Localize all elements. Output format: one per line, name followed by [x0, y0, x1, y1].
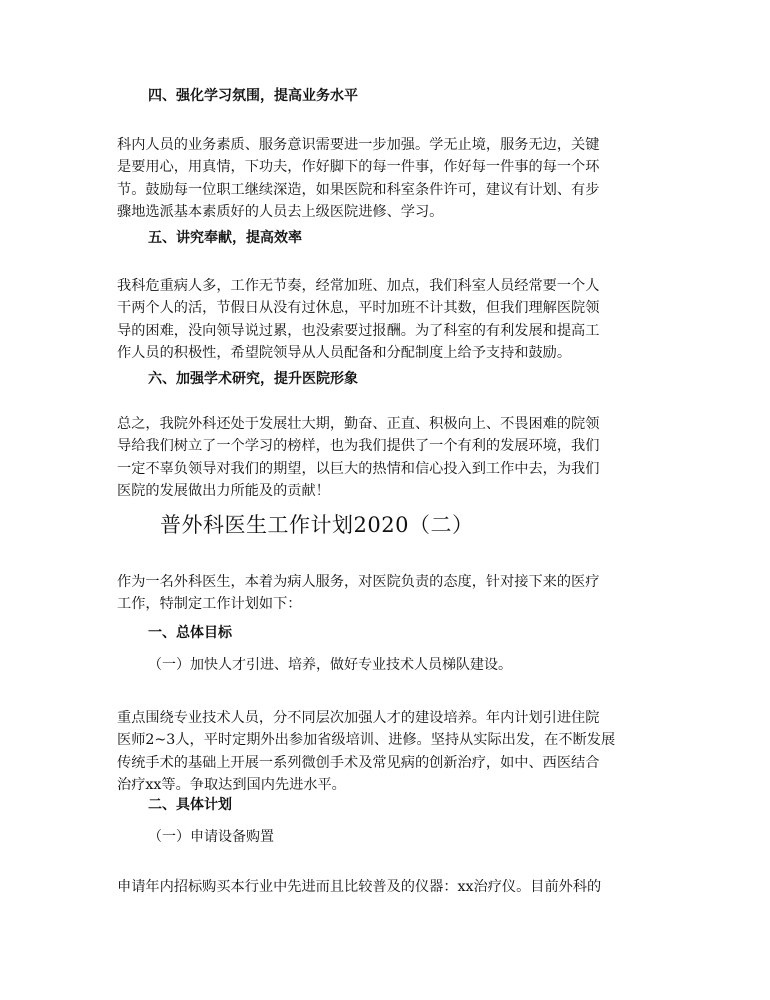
- paragraph-line: 医师2~3人，平时定期外出参加省级培训、进修。坚持从实际出发，在不断发展: [117, 732, 616, 749]
- paragraph-line: 传统手术的基础上开展一系列微创手术及常见病的创新治疗，如中、西医结合: [117, 754, 600, 771]
- paragraph-line: 骤地选派基本素质好的人员去上级医院进修、学习。: [117, 203, 444, 220]
- paragraph-line: 医院的发展做出力所能及的贡献！: [117, 482, 330, 499]
- paragraph-line: 工作，特制定工作计划如下：: [117, 596, 302, 613]
- paragraph-line: 治疗xx等。争取达到国内先进水平。: [117, 776, 346, 793]
- paragraph-line: 作人员的积极性，希望院领导从人员配备和分配制度上给予支持和鼓励。: [117, 344, 572, 361]
- paragraph-5: [117, 707, 653, 796]
- paragraph-line: 我科危重病人多，工作无节奏，经常加班、加点，我们科室人员经常要一个人: [117, 278, 600, 294]
- section-heading-5: 五、讲究奉献，提高效率: [148, 230, 302, 246]
- paragraph-2: [117, 275, 653, 364]
- subheading-a1: （一）加快人才引进、培养，做好专业技术人员梯队建设。: [148, 657, 512, 673]
- paragraph-line: 作为一名外科医生，本着为病人服务，对医院负责的态度，针对接下来的医疗: [117, 574, 600, 590]
- paragraph-line: 科内人员的业务素质、服务意识需要进一步加强。学无止境，服务无边，关键: [117, 137, 600, 153]
- paragraph-line: 总之，我院外科还处于发展壮大期，勤奋、正直、积极向上、不畏困难的院领: [117, 416, 600, 432]
- paragraph-6: [117, 876, 653, 898]
- paragraph-line: 一定不辜负领导对我们的期望，以巨大的热情和信心投入到工作中去，为我们: [117, 460, 600, 477]
- document-title: 普外科医生工作计划2020（二）: [160, 513, 474, 537]
- section-heading-a: 一、总体目标: [148, 625, 232, 641]
- section-heading-4: 四、强化学习氛围，提高业务水平: [148, 88, 358, 104]
- paragraph-3: [117, 413, 653, 502]
- paragraph-line: 节。鼓励每一位职工继续深造，如果医院和科室条件许可，建议有计划、有步: [117, 181, 600, 198]
- paragraph-line: 干两个人的活，节假日从没有过休息，平时加班不计其数，但我们理解医院领: [117, 300, 600, 317]
- subheading-b1: （一）申请设备购置: [148, 829, 274, 845]
- paragraph-line: 是要用心，用真情，下功夫，作好脚下的每一件事，作好每一件事的每一个环: [117, 159, 600, 176]
- paragraph-line: 导的困难，没向领导说过累，也没索要过报酬。为了科室的有利发展和提高工: [117, 322, 600, 339]
- paragraph-line: 导给我们树立了一个学习的榜样，也为我们提供了一个有利的发展环境，我们: [117, 438, 600, 455]
- paragraph-line: 重点围绕专业技术人员，分不同层次加强人才的建设培养。年内计划引进住院: [117, 710, 600, 726]
- paragraph-1: [117, 134, 653, 223]
- section-heading-b: 二、具体计划: [148, 797, 232, 813]
- section-heading-6: 六、加强学术研究，提升医院形象: [148, 371, 358, 387]
- paragraph-line: 申请年内招标购买本行业中先进而且比较普及的仪器：xx治疗仪。目前外科的: [117, 879, 602, 895]
- paragraph-4: [117, 571, 653, 616]
